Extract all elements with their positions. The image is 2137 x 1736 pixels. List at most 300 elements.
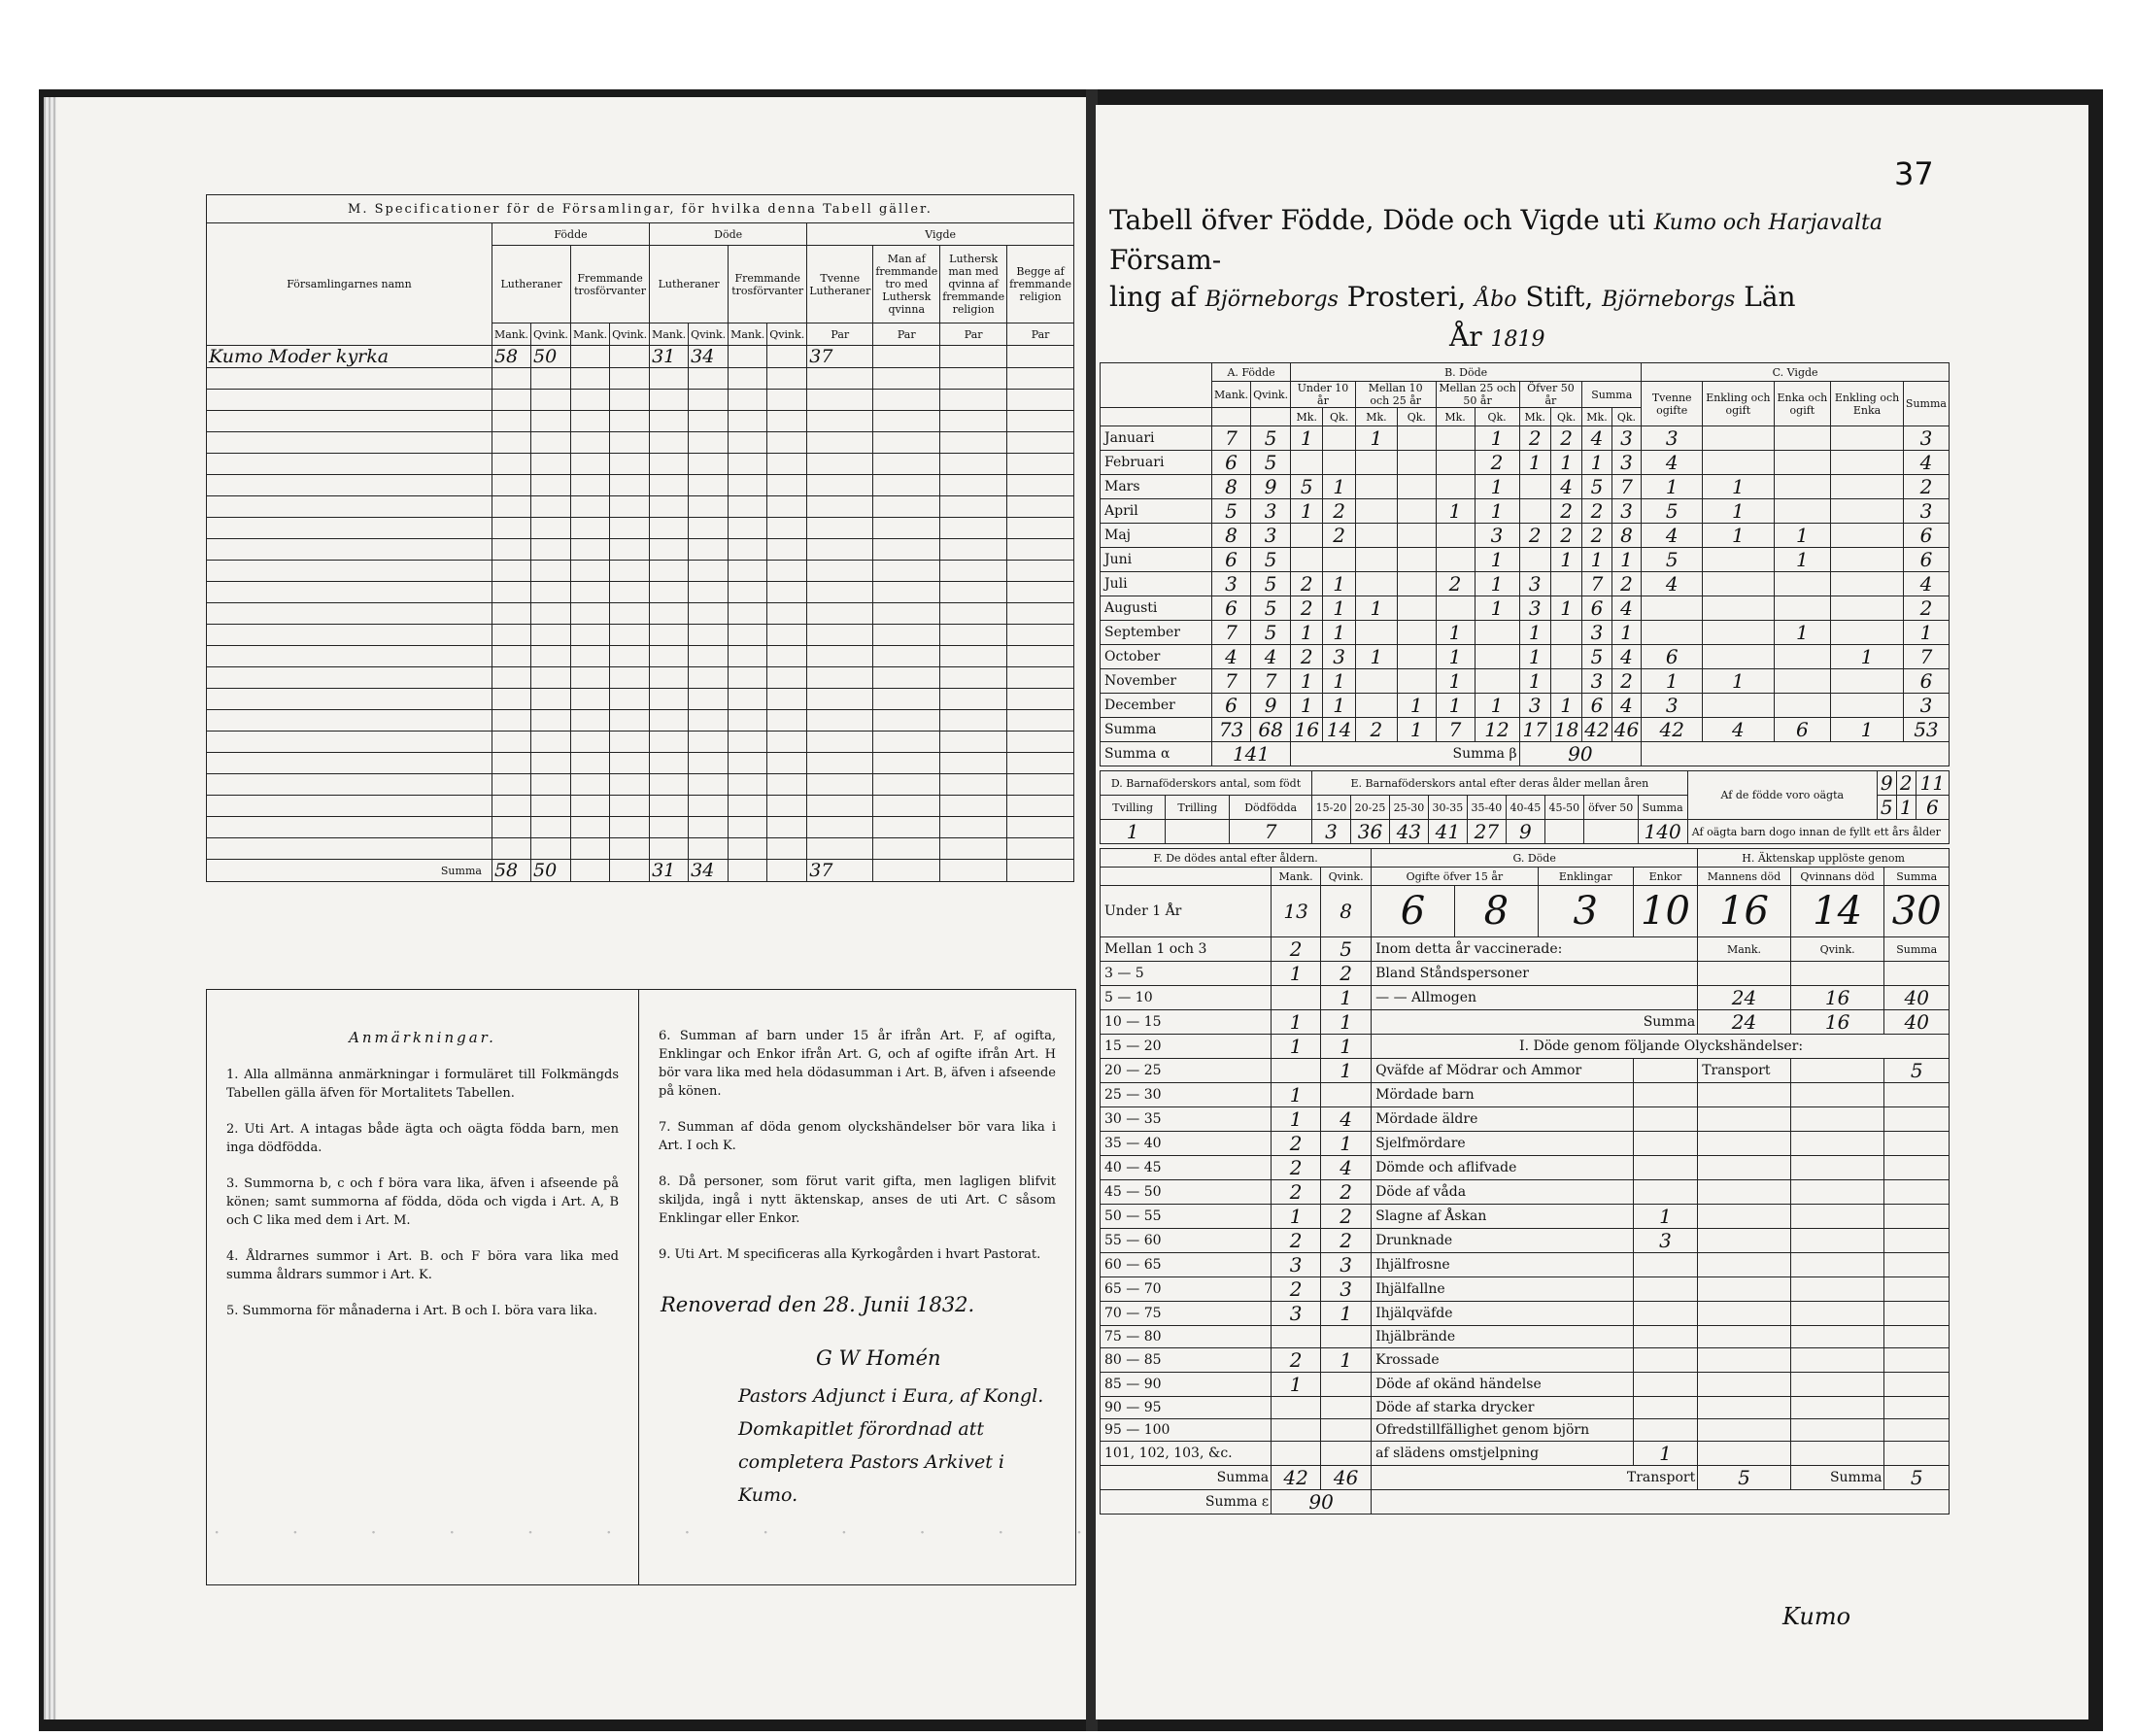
- sub-fremmande: Fremmande trosförvanter: [571, 246, 650, 323]
- age-label: 3 — 5: [1101, 962, 1272, 986]
- age-q: 2: [1321, 1229, 1372, 1253]
- marriage-cell: [1703, 694, 1774, 718]
- vig-2: Enka och ogift: [1774, 382, 1831, 426]
- death-cell: 1: [1519, 669, 1550, 694]
- summa-death: 42: [1582, 718, 1611, 742]
- death-cell: 2: [1519, 524, 1550, 548]
- age-m: 2: [1272, 1156, 1321, 1180]
- vacc-sm: 24: [1698, 1010, 1791, 1035]
- summa-death: 46: [1611, 718, 1641, 742]
- month-row: [1101, 426, 1950, 451]
- accident-value: [1633, 1180, 1697, 1205]
- marriage-cell: [1703, 426, 1774, 451]
- summa-alpha: 141: [1212, 742, 1291, 766]
- born-cell: 4: [1251, 645, 1291, 669]
- vacc-m: 24: [1698, 986, 1791, 1010]
- age-q: [1321, 1419, 1372, 1442]
- accident-value: [1633, 1059, 1697, 1083]
- signature-title: Pastors Adjunct i Eura, af Kongl. Domkapitlet förordnad att completera Pastors Arkivet i Kumo.: [738, 1385, 1044, 1506]
- d-title: D. Barnaföderskors antal, som födt: [1101, 771, 1312, 796]
- death-cell: 1: [1436, 669, 1475, 694]
- death-cell: 2: [1550, 499, 1581, 524]
- e-age: 15-20: [1312, 796, 1351, 820]
- born-cell: 6: [1212, 694, 1251, 718]
- blank-row: [207, 603, 1074, 625]
- death-cell: 1: [1611, 621, 1641, 645]
- age-label: 15 — 20: [1101, 1035, 1272, 1059]
- notes-title: Anmärkningar.: [349, 1029, 496, 1046]
- death-cell: 6: [1582, 694, 1611, 718]
- sub-begge: Begge af fremmande religion: [1007, 246, 1074, 323]
- renovated-note: Renoverad den 28. Junii 1832.: [661, 1293, 975, 1316]
- death-cell: 3: [1611, 499, 1641, 524]
- age-row: [1101, 1083, 1950, 1107]
- age-m: [1272, 986, 1321, 1010]
- blank-row: [207, 689, 1074, 710]
- age-row: [1101, 986, 1950, 1010]
- head-a: A. Födde: [1212, 363, 1291, 382]
- marriage-cell: [1774, 596, 1831, 621]
- blank-row: [207, 625, 1074, 646]
- age-m: 1: [1272, 1107, 1321, 1132]
- f-q: Qvink.: [1321, 868, 1372, 886]
- age-m: 3: [1272, 1253, 1321, 1277]
- death-cell: 3: [1519, 572, 1550, 596]
- marriage-cell: 4: [1642, 572, 1703, 596]
- accident-label: Krossade: [1372, 1348, 1634, 1373]
- f-summa-q: 46: [1321, 1466, 1372, 1490]
- age-label: 101, 102, 103, &c.: [1101, 1442, 1272, 1466]
- mk: Mk.: [1519, 408, 1550, 426]
- accident-label: Döde af okänd händelse: [1372, 1373, 1634, 1397]
- death-cell: [1355, 669, 1397, 694]
- accident-label: Sjelfmördare: [1372, 1132, 1634, 1156]
- vacc-ss: 40: [1884, 1010, 1950, 1035]
- death-cell: [1436, 548, 1475, 572]
- accident-value: [1633, 1253, 1697, 1277]
- blank-row: [207, 432, 1074, 454]
- death-cell: 5: [1582, 475, 1611, 499]
- mk: Mk.: [1291, 408, 1323, 426]
- blank-row: [207, 646, 1074, 667]
- born-cell: 3: [1251, 524, 1291, 548]
- accident-value: [1633, 1348, 1697, 1373]
- d-v2: [1166, 820, 1230, 844]
- marriage-cell: 5: [1642, 499, 1703, 524]
- death-cell: [1323, 426, 1355, 451]
- g-enklingar: Enklingar: [1538, 868, 1633, 886]
- note-4: 4. Åldrarnes summor i Art. B. och F böra vara lika med summa åldrars summor i Art. K.: [226, 1249, 619, 1282]
- marriage-cell: [1774, 451, 1831, 475]
- title-year: 1819: [1490, 327, 1545, 352]
- i-summa-label: Summa: [1790, 1466, 1884, 1490]
- age-m: 1: [1272, 1035, 1321, 1059]
- marriage-cell: 1: [1903, 621, 1949, 645]
- col-dode: Döde: [650, 223, 807, 246]
- blank-row: [207, 368, 1074, 390]
- death-cell: 3: [1519, 596, 1550, 621]
- cell: 37: [807, 346, 873, 368]
- death-cell: 1: [1355, 645, 1397, 669]
- h-v1: 16: [1698, 886, 1791, 937]
- blank-row: [207, 710, 1074, 732]
- marriage-cell: [1642, 596, 1703, 621]
- death-cell: 2: [1582, 499, 1611, 524]
- marriage-cell: 4: [1642, 451, 1703, 475]
- month-row: [1101, 451, 1950, 475]
- note-5: 5. Summorna för månaderna i Art. B och I. böra vara lika.: [226, 1304, 598, 1318]
- summa-beta-label: Summa β: [1291, 742, 1519, 766]
- death-cell: 2: [1291, 572, 1323, 596]
- death-cell: 1: [1323, 572, 1355, 596]
- age-q: 1: [1321, 1302, 1372, 1326]
- death-cell: 1: [1550, 548, 1581, 572]
- accident-label: Mördade barn: [1372, 1083, 1634, 1107]
- vacc-q: 16: [1790, 986, 1884, 1010]
- cell: 58: [492, 346, 530, 368]
- marriage-cell: [1774, 475, 1831, 499]
- month-label: Juli: [1101, 572, 1212, 596]
- marriage-cell: [1831, 524, 1904, 548]
- age-m: 1: [1272, 1373, 1321, 1397]
- title-part: Tabell öfver Födde, Döde och Vigde uti: [1109, 204, 1645, 236]
- accident-label: Qväfde af Mödrar och Ammor: [1372, 1059, 1634, 1083]
- age-row: [1101, 937, 1950, 962]
- death-cell: [1519, 499, 1550, 524]
- age-row: [1101, 1442, 1950, 1466]
- vacc-title: Inom detta år vaccinerade:: [1372, 937, 1698, 962]
- title-part: Stift,: [1525, 281, 1594, 313]
- e-value: 140: [1638, 820, 1687, 844]
- month-label: September: [1101, 621, 1212, 645]
- born-cell: 5: [1251, 596, 1291, 621]
- age-m: 1: [1272, 1083, 1321, 1107]
- qk: Qk.: [1611, 408, 1641, 426]
- death-cell: 2: [1291, 596, 1323, 621]
- table-m: [206, 194, 1074, 882]
- vig-3: Enkling och Enka: [1831, 382, 1904, 426]
- vig-1: Enkling och ogift: [1703, 382, 1774, 426]
- death-cell: 1: [1475, 499, 1519, 524]
- death-cell: [1323, 451, 1355, 475]
- summa-marriage: 53: [1903, 718, 1949, 742]
- age-label: 10 — 15: [1101, 1010, 1272, 1035]
- age-q: 3: [1321, 1277, 1372, 1302]
- marriage-cell: [1831, 572, 1904, 596]
- sex-q: Qvink.: [767, 323, 807, 346]
- sex-q: Qvink.: [610, 323, 650, 346]
- accident-label: Döde af våda: [1372, 1180, 1634, 1205]
- h-mannens: Mannens död: [1698, 868, 1791, 886]
- death-cell: [1398, 426, 1437, 451]
- summa-alpha-label: Summa α: [1101, 742, 1212, 766]
- death-cell: [1398, 548, 1437, 572]
- death-cell: 1: [1550, 596, 1581, 621]
- blank-row: [207, 539, 1074, 561]
- age-label: Mellan 1 och 3: [1101, 937, 1272, 962]
- born-cell: 5: [1251, 621, 1291, 645]
- par: Par: [940, 323, 1007, 346]
- death-cell: 1: [1582, 451, 1611, 475]
- death-cell: [1291, 451, 1323, 475]
- par: Par: [1007, 323, 1074, 346]
- age-4: Summa: [1582, 382, 1642, 408]
- summa-death: 2: [1355, 718, 1397, 742]
- born-cell: 7: [1212, 621, 1251, 645]
- death-cell: 3: [1611, 451, 1641, 475]
- age-row: [1101, 1156, 1950, 1180]
- e-age: Summa: [1638, 796, 1687, 820]
- death-cell: 2: [1519, 426, 1550, 451]
- marriage-cell: [1774, 694, 1831, 718]
- death-cell: 1: [1550, 451, 1581, 475]
- age-row: [1101, 1419, 1950, 1442]
- death-cell: 1: [1582, 548, 1611, 572]
- death-cell: [1398, 669, 1437, 694]
- born-cell: 6: [1212, 451, 1251, 475]
- qk: Qk.: [1398, 408, 1437, 426]
- age-q: 1: [1321, 1010, 1372, 1035]
- sub-lutheraner: Lutheraner: [492, 246, 570, 323]
- title-parish: Kumo och Harjavalta: [1653, 211, 1883, 235]
- death-cell: [1355, 524, 1397, 548]
- month-label: Juni: [1101, 548, 1212, 572]
- page-number: 37: [1894, 155, 1934, 192]
- marriage-cell: [1831, 621, 1904, 645]
- footer-handwriting: Kumo: [1782, 1603, 1851, 1630]
- death-cell: 3: [1519, 694, 1550, 718]
- d-trilling: Trilling: [1166, 796, 1230, 820]
- death-cell: [1398, 499, 1437, 524]
- summa-marriage: 4: [1703, 718, 1774, 742]
- death-cell: [1398, 621, 1437, 645]
- death-cell: 1: [1436, 499, 1475, 524]
- marriage-cell: 3: [1642, 426, 1703, 451]
- vacc-r2: — — Allmogen: [1372, 986, 1698, 1010]
- accident-label: Ofredstillfällighet genom björn: [1372, 1419, 1634, 1442]
- age-m: 1: [1272, 1010, 1321, 1035]
- marriage-cell: 1: [1642, 669, 1703, 694]
- month-row: [1101, 475, 1950, 499]
- age-m: 1: [1272, 1205, 1321, 1229]
- marriage-cell: 2: [1903, 596, 1949, 621]
- marriage-cell: [1703, 548, 1774, 572]
- marriage-cell: [1831, 596, 1904, 621]
- death-cell: [1550, 645, 1581, 669]
- marriage-cell: [1703, 621, 1774, 645]
- f-summa-e-label: Summa ε: [1101, 1490, 1272, 1515]
- note-9: 9. Uti Art. M specificeras alla Kyrkogården i hvart Pastorat.: [659, 1247, 1041, 1262]
- born-cell: 7: [1212, 426, 1251, 451]
- summa-beta: 90: [1519, 742, 1642, 766]
- blank-row: [207, 518, 1074, 539]
- title-part: Prosteri,: [1346, 281, 1467, 313]
- death-cell: 2: [1550, 426, 1581, 451]
- age-row: [1101, 1010, 1950, 1035]
- marriage-cell: [1703, 572, 1774, 596]
- death-cell: 1: [1519, 645, 1550, 669]
- born-cell: 7: [1251, 669, 1291, 694]
- summa-label: Summa: [1101, 718, 1212, 742]
- summa-death: 12: [1475, 718, 1519, 742]
- a-q: Qvink.: [1251, 382, 1291, 408]
- e-age: 20-25: [1350, 796, 1389, 820]
- death-cell: 1: [1475, 596, 1519, 621]
- death-cell: 1: [1291, 669, 1323, 694]
- blank-row: [207, 496, 1074, 518]
- blank-row: [207, 582, 1074, 603]
- born-cell: 8: [1212, 524, 1251, 548]
- death-cell: 1: [1475, 548, 1519, 572]
- death-cell: 1: [1398, 694, 1437, 718]
- death-cell: 4: [1611, 645, 1641, 669]
- i-transport-value: 5: [1698, 1466, 1791, 1490]
- age-q: 3: [1321, 1253, 1372, 1277]
- f-m: Mank.: [1272, 868, 1321, 886]
- marriage-cell: 5: [1642, 548, 1703, 572]
- age-label: 60 — 65: [1101, 1253, 1272, 1277]
- marriage-cell: 1: [1831, 645, 1904, 669]
- e-value: 3: [1312, 820, 1351, 844]
- h-summa: Summa: [1884, 868, 1950, 886]
- e-value: 43: [1389, 820, 1428, 844]
- blank-row: [207, 732, 1074, 753]
- sub-fremmande-2: Fremmande trosförvanter: [729, 246, 807, 323]
- month-row: [1101, 694, 1950, 718]
- month-row: [1101, 499, 1950, 524]
- f-summa-label: Summa: [1101, 1466, 1272, 1490]
- marriage-cell: 3: [1903, 694, 1949, 718]
- marriage-cell: 4: [1903, 451, 1949, 475]
- cell: 34: [689, 860, 729, 882]
- age-label: 90 — 95: [1101, 1397, 1272, 1419]
- age-label: 55 — 60: [1101, 1229, 1272, 1253]
- e-value: 41: [1428, 820, 1467, 844]
- death-cell: 1: [1323, 621, 1355, 645]
- marriage-cell: [1831, 451, 1904, 475]
- born-cell: 8: [1212, 475, 1251, 499]
- death-cell: 3: [1582, 669, 1611, 694]
- death-cell: [1398, 451, 1437, 475]
- h-qvinnans: Qvinnans död: [1790, 868, 1884, 886]
- marriage-cell: [1774, 572, 1831, 596]
- marriage-cell: 1: [1774, 621, 1831, 645]
- sex-m: Mank.: [492, 323, 530, 346]
- marriage-cell: [1642, 621, 1703, 645]
- mk: Mk.: [1436, 408, 1475, 426]
- mk: Mk.: [1355, 408, 1397, 426]
- head-b: B. Döde: [1291, 363, 1642, 382]
- age-label: 85 — 90: [1101, 1373, 1272, 1397]
- death-cell: 2: [1611, 572, 1641, 596]
- blank-row: [207, 774, 1074, 796]
- accident-value: [1633, 1419, 1697, 1442]
- month-row: [1101, 645, 1950, 669]
- born-cell: 3: [1251, 499, 1291, 524]
- table-fghi: [1100, 848, 1950, 1515]
- marriage-cell: 6: [1903, 669, 1949, 694]
- born-cell: 6: [1212, 548, 1251, 572]
- marriage-cell: [1703, 645, 1774, 669]
- death-cell: 8: [1611, 524, 1641, 548]
- accident-value: [1633, 1277, 1697, 1302]
- death-cell: 1: [1519, 451, 1550, 475]
- accident-label: Slagne af Åskan: [1372, 1205, 1634, 1229]
- month-label: November: [1101, 669, 1212, 694]
- vig-4: Summa: [1903, 382, 1949, 426]
- summa-marriage: 42: [1642, 718, 1703, 742]
- death-cell: [1475, 621, 1519, 645]
- title-part: Län: [1744, 281, 1796, 313]
- vacc-summa: Summa: [1372, 1010, 1698, 1035]
- age-m: [1272, 1326, 1321, 1348]
- marriage-cell: 6: [1903, 524, 1949, 548]
- signature: G W Homén: [816, 1346, 941, 1370]
- e-age: 40-45: [1506, 796, 1544, 820]
- death-cell: [1519, 475, 1550, 499]
- age-m: 3: [1272, 1302, 1321, 1326]
- oagta-l2: Af oägta barn dogo innan de fyllt ett års ålder: [1687, 820, 1949, 844]
- age-row: [1101, 1205, 1950, 1229]
- oagta-l1: Af de födde voro oägta: [1687, 771, 1877, 820]
- age-q: 8: [1321, 886, 1372, 937]
- death-cell: [1355, 475, 1397, 499]
- vacc-s: 40: [1884, 986, 1950, 1010]
- born-cell: 9: [1251, 694, 1291, 718]
- marriage-cell: 6: [1903, 548, 1949, 572]
- age-m: 13: [1272, 886, 1321, 937]
- note-1: 1. Alla allmänna anmärkningar i formuläret till Folkmängds Tabellen gälla äfven för Mortalitets Tabellen.: [226, 1068, 619, 1101]
- death-cell: 1: [1291, 621, 1323, 645]
- i-title: I. Döde genom följande Olyckshändelser:: [1372, 1035, 1950, 1059]
- e-value: 36: [1350, 820, 1389, 844]
- death-cell: [1475, 669, 1519, 694]
- summa-death: 17: [1519, 718, 1550, 742]
- death-cell: 4: [1582, 426, 1611, 451]
- cell: 50: [531, 860, 571, 882]
- marriage-cell: 1: [1642, 475, 1703, 499]
- age-m: 2: [1272, 1229, 1321, 1253]
- note-6: 6. Summan af barn under 15 år ifrån Art. F, af ogifta, Enklingar och Enkor ifrån Art. G, och af ogifte ifrån Art. H bör vara lika med hela dödasumman i Art. B, äfven i afseende på könen.: [659, 1029, 1056, 1099]
- age-label: 70 — 75: [1101, 1302, 1272, 1326]
- death-cell: [1398, 572, 1437, 596]
- death-cell: [1550, 669, 1581, 694]
- vacc-m: Mank.: [1698, 937, 1791, 962]
- age-row: [1101, 1253, 1950, 1277]
- death-cell: 6: [1582, 596, 1611, 621]
- g-ogifta: Ogifte öfver 15 år: [1372, 868, 1539, 886]
- death-cell: 3: [1323, 645, 1355, 669]
- accident-value: [1633, 1083, 1697, 1107]
- month-row: [1101, 621, 1950, 645]
- oagta-m2: 5: [1877, 796, 1896, 820]
- age-label: 40 — 45: [1101, 1156, 1272, 1180]
- marriage-cell: [1774, 669, 1831, 694]
- age-m: [1272, 1059, 1321, 1083]
- death-cell: 4: [1611, 596, 1641, 621]
- death-cell: [1398, 524, 1437, 548]
- age-q: [1321, 1326, 1372, 1348]
- marriage-cell: 1: [1703, 669, 1774, 694]
- month-row: [1101, 572, 1950, 596]
- age-label: 20 — 25: [1101, 1059, 1272, 1083]
- death-cell: 1: [1519, 621, 1550, 645]
- month-label: Augusti: [1101, 596, 1212, 621]
- blank-row: [207, 561, 1074, 582]
- marriage-cell: [1774, 499, 1831, 524]
- age-m: 2: [1272, 937, 1321, 962]
- marriage-cell: [1703, 596, 1774, 621]
